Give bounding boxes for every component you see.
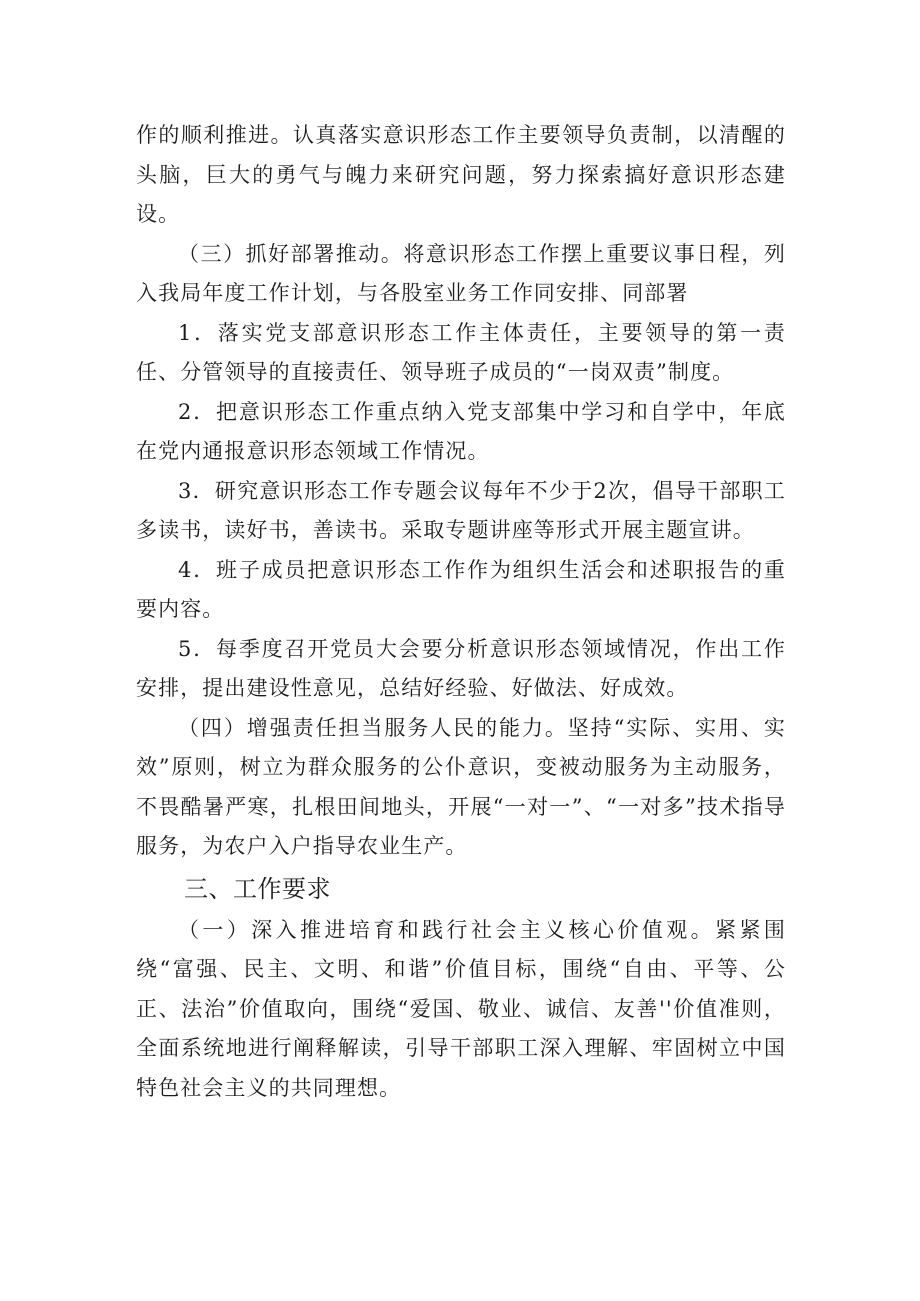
paragraph-core-values: （一）深入推进培育和践行社会主义核心价值观。紧紧围绕“富强、民主、文明、和谐”价值目标，围绕“自由、平等、公正、法治”价值取向，围绕“爱国、敬业、诚信、友善''价值准则，全面系统地进行阐释解读，引导干部职工深入理解、牢固树立中国特色社会主义的共同理想。 — [136, 917, 786, 1100]
list-item-4: 4．班子成员把意识形态工作作为组织生活会和述职报告的重要内容。 — [136, 557, 786, 621]
paragraph-section-three-deployment: （三）抓好部署推动。将意识形态工作摆上重要议事日程，列入我局年度工作计划，与各股室业务工作同安排、同部署 — [136, 241, 786, 305]
list-item-1: 1．落实党支部意识形态工作主体责任，主要领导的第一责任、分管领导的直接责任、领导班子成员的“一岗双责”制度。 — [136, 320, 786, 384]
section-heading: 三、工作要求 — [184, 874, 331, 903]
list-item-5: 5．每季度召开党员大会要分析意识形态领域情况，作出工作安排，提出建设性意见，总结好经验、好做法、好成效。 — [136, 636, 786, 700]
document-body — [136, 116, 786, 1108]
list-item-2: 2．把意识形态工作重点纳入党支部集中学习和自学中，年底在党内通报意识形态领域工作情况。 — [136, 399, 786, 463]
paragraph-continuation: 作的顺利推进。认真落实意识形态工作主要领导负责制，以清醒的头脑，巨大的勇气与魄力来研究问题，努力探索搞好意识形态建设。 — [136, 123, 786, 226]
paragraph-section-four-service: （四）增强责任担当服务人民的能力。坚持“实际、实用、实效”原则，树立为群众服务的公仆意识，变被动服务为主动服务，不畏酷暑严寒，扎根田间地头，开展“一对一”、“一对多”技术指导服务，为农户入户指导农业生产。 — [136, 715, 786, 858]
list-item-3: 3．研究意识形态工作专题会议每年不少于2次，倡导干部职工多读书，读好书，善读书。采取专题讲座等形式开展主题宣讲。 — [136, 478, 786, 542]
